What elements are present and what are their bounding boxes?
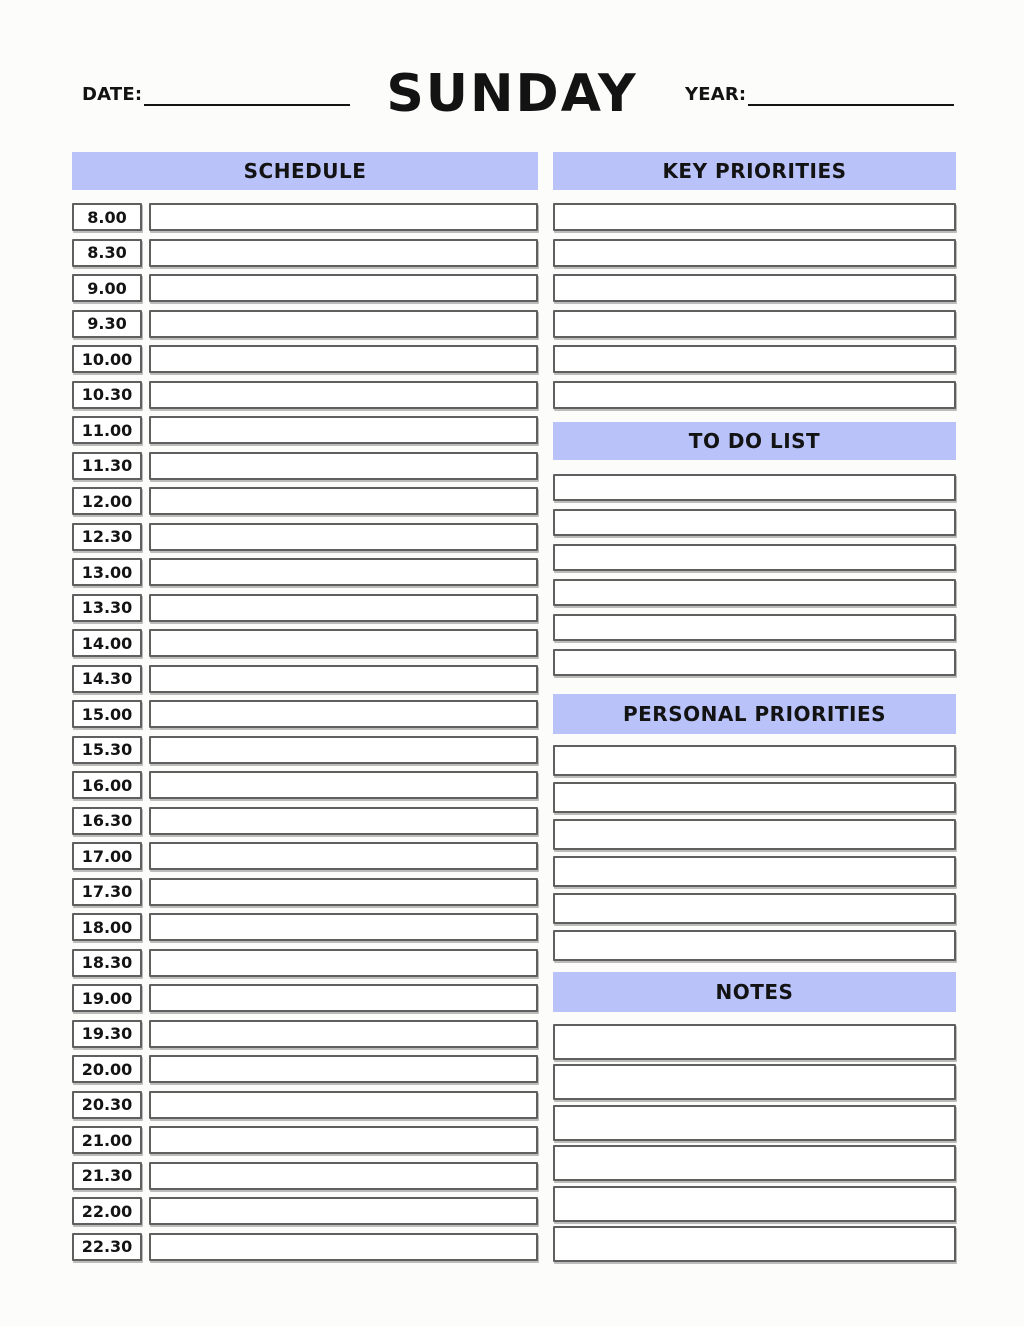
schedule-time-label: 12.00	[72, 487, 142, 515]
schedule-time-label: 21.00	[72, 1126, 142, 1154]
schedule-row	[72, 203, 538, 231]
key-priority-input[interactable]	[553, 203, 956, 231]
key-priority-input[interactable]	[553, 239, 956, 267]
todo-list	[553, 474, 956, 676]
schedule-row	[72, 1126, 538, 1154]
personal-priorities-header: PERSONAL PRIORITIES	[553, 694, 956, 734]
schedule-entry-input[interactable]	[149, 1162, 538, 1190]
schedule-time-label: 11.30	[72, 452, 142, 480]
notes-header: NOTES	[553, 972, 956, 1012]
schedule-row	[72, 1162, 538, 1190]
year-input[interactable]	[748, 84, 954, 106]
schedule-entry-input[interactable]	[149, 487, 538, 515]
schedule-rows	[72, 203, 538, 1261]
personal-priority-input[interactable]	[553, 782, 956, 813]
schedule-row	[72, 1233, 538, 1261]
date-label: DATE:	[82, 84, 143, 105]
note-input[interactable]	[553, 1024, 956, 1060]
note-input[interactable]	[553, 1064, 956, 1100]
schedule-row	[72, 558, 538, 586]
schedule-row	[72, 807, 538, 835]
schedule-row	[72, 1020, 538, 1048]
schedule-section	[72, 152, 538, 1268]
schedule-time-label: 13.30	[72, 594, 142, 622]
personal-priority-input[interactable]	[553, 745, 956, 776]
schedule-entry-input[interactable]	[149, 523, 538, 551]
key-priority-input[interactable]	[553, 345, 956, 373]
schedule-time-label: 15.00	[72, 700, 142, 728]
schedule-entry-input[interactable]	[149, 381, 538, 409]
schedule-row	[72, 345, 538, 373]
schedule-time-label: 17.00	[72, 842, 142, 870]
schedule-row	[72, 700, 538, 728]
schedule-time-label: 18.30	[72, 949, 142, 977]
note-input[interactable]	[553, 1186, 956, 1222]
todo-item-input[interactable]	[553, 649, 956, 676]
schedule-entry-input[interactable]	[149, 1126, 538, 1154]
schedule-row	[72, 1055, 538, 1083]
todo-item-input[interactable]	[553, 614, 956, 641]
schedule-time-label: 10.30	[72, 381, 142, 409]
schedule-entry-input[interactable]	[149, 736, 538, 764]
schedule-entry-input[interactable]	[149, 239, 538, 267]
schedule-time-label: 15.30	[72, 736, 142, 764]
schedule-time-label: 20.00	[72, 1055, 142, 1083]
schedule-time-label: 13.00	[72, 558, 142, 586]
page-title: SUNDAY	[386, 64, 638, 124]
schedule-time-label: 16.30	[72, 807, 142, 835]
schedule-entry-input[interactable]	[149, 1197, 538, 1225]
schedule-entry-input[interactable]	[149, 1091, 538, 1119]
schedule-row	[72, 239, 538, 267]
year-field	[685, 84, 954, 106]
schedule-row	[72, 629, 538, 657]
personal-priorities-list	[553, 745, 956, 961]
key-priority-input[interactable]	[553, 310, 956, 338]
key-priorities-header: KEY PRIORITIES	[553, 152, 956, 190]
schedule-entry-input[interactable]	[149, 984, 538, 1012]
schedule-entry-input[interactable]	[149, 949, 538, 977]
schedule-header: SCHEDULE	[72, 152, 538, 190]
schedule-entry-input[interactable]	[149, 1020, 538, 1048]
schedule-row	[72, 949, 538, 977]
schedule-entry-input[interactable]	[149, 842, 538, 870]
schedule-time-label: 14.30	[72, 665, 142, 693]
schedule-time-label: 18.00	[72, 913, 142, 941]
schedule-row	[72, 416, 538, 444]
schedule-entry-input[interactable]	[149, 1055, 538, 1083]
personal-priority-input[interactable]	[553, 856, 956, 887]
schedule-row	[72, 1197, 538, 1225]
personal-priority-input[interactable]	[553, 930, 956, 961]
schedule-row	[72, 771, 538, 799]
personal-priority-input[interactable]	[553, 893, 956, 924]
schedule-row	[72, 878, 538, 906]
schedule-row	[72, 594, 538, 622]
todo-item-input[interactable]	[553, 579, 956, 606]
schedule-entry-input[interactable]	[149, 310, 538, 338]
todo-item-input[interactable]	[553, 509, 956, 536]
schedule-entry-input[interactable]	[149, 452, 538, 480]
schedule-row	[72, 842, 538, 870]
schedule-time-label: 9.00	[72, 274, 142, 302]
schedule-row	[72, 452, 538, 480]
schedule-time-label: 8.30	[72, 239, 142, 267]
schedule-time-label: 14.00	[72, 629, 142, 657]
schedule-row	[72, 523, 538, 551]
schedule-time-label: 8.00	[72, 203, 142, 231]
schedule-entry-input[interactable]	[149, 416, 538, 444]
schedule-row	[72, 913, 538, 941]
schedule-entry-input[interactable]	[149, 807, 538, 835]
schedule-entry-input[interactable]	[149, 913, 538, 941]
schedule-entry-input[interactable]	[149, 203, 538, 231]
schedule-row	[72, 487, 538, 515]
note-input[interactable]	[553, 1105, 956, 1141]
schedule-time-label: 21.30	[72, 1162, 142, 1190]
schedule-row	[72, 665, 538, 693]
schedule-entry-input[interactable]	[149, 771, 538, 799]
schedule-entry-input[interactable]	[149, 558, 538, 586]
schedule-entry-input[interactable]	[149, 594, 538, 622]
schedule-row	[72, 310, 538, 338]
schedule-time-label: 12.30	[72, 523, 142, 551]
schedule-time-label: 19.30	[72, 1020, 142, 1048]
key-priorities-list	[553, 203, 956, 409]
todo-item-input[interactable]	[553, 474, 956, 501]
schedule-time-label: 19.00	[72, 984, 142, 1012]
schedule-time-label: 11.00	[72, 416, 142, 444]
key-priority-input[interactable]	[553, 381, 956, 409]
schedule-time-label: 17.30	[72, 878, 142, 906]
schedule-entry-input[interactable]	[149, 1233, 538, 1261]
key-priority-input[interactable]	[553, 274, 956, 302]
schedule-entry-input[interactable]	[149, 345, 538, 373]
schedule-row	[72, 984, 538, 1012]
note-input[interactable]	[553, 1226, 956, 1262]
schedule-entry-input[interactable]	[149, 665, 538, 693]
todo-list-header: TO DO LIST	[553, 422, 956, 460]
schedule-row	[72, 1091, 538, 1119]
schedule-entry-input[interactable]	[149, 274, 538, 302]
schedule-time-label: 22.00	[72, 1197, 142, 1225]
notes-list	[553, 1024, 956, 1263]
schedule-time-label: 10.00	[72, 345, 142, 373]
schedule-time-label: 9.30	[72, 310, 142, 338]
schedule-row	[72, 736, 538, 764]
schedule-row	[72, 274, 538, 302]
personal-priority-input[interactable]	[553, 819, 956, 850]
schedule-entry-input[interactable]	[149, 629, 538, 657]
schedule-time-label: 22.30	[72, 1233, 142, 1261]
schedule-entry-input[interactable]	[149, 878, 538, 906]
schedule-time-label: 20.30	[72, 1091, 142, 1119]
note-input[interactable]	[553, 1145, 956, 1181]
schedule-entry-input[interactable]	[149, 700, 538, 728]
schedule-row	[72, 381, 538, 409]
todo-item-input[interactable]	[553, 544, 956, 571]
right-column	[553, 152, 956, 1267]
schedule-time-label: 16.00	[72, 771, 142, 799]
year-label: YEAR:	[685, 84, 747, 105]
